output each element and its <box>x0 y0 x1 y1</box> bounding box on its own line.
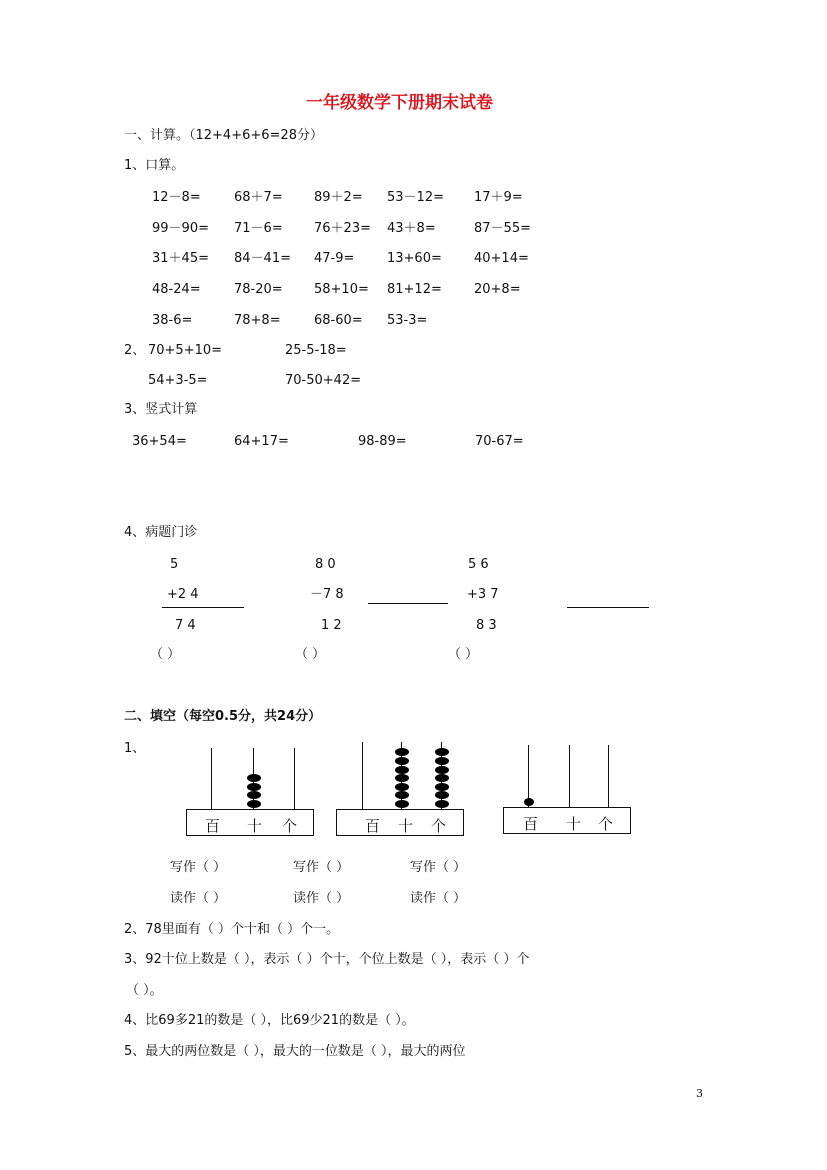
oral-problem: 68-60= <box>314 313 363 328</box>
oral-problem: 68＋7= <box>234 190 283 205</box>
wrong-problem-top: 8 0 <box>315 557 336 572</box>
oral-problem: 89＋2= <box>314 190 363 205</box>
abacus-1 <box>186 745 314 840</box>
section1-heading: 一、计算。（12+4+6+6=28分） <box>124 128 323 143</box>
wrong-problem-top: 5 6 <box>468 557 489 572</box>
answer-bracket[interactable]: （ ） <box>448 647 479 662</box>
oral-problem: 84－41= <box>234 251 291 266</box>
abacus-bead <box>524 798 534 806</box>
oral-problem: 58+10= <box>314 282 369 297</box>
page-title: 一年级数学下册期末试卷 <box>306 93 493 113</box>
q1-label: 1、口算。 <box>124 158 185 173</box>
abacus-rod-hundreds <box>362 742 363 809</box>
abacus-bead <box>435 748 449 756</box>
oral-problem: 53－12= <box>387 190 444 205</box>
abacus-bead <box>395 748 409 756</box>
abacus-3 <box>503 745 631 840</box>
s2-q4: 4、比69多21的数是（ ），比69少21的数是（ ）。 <box>124 1013 415 1028</box>
abacus-rod-hundreds <box>211 748 212 809</box>
place-label-ones: 个 <box>282 817 298 835</box>
work-line <box>567 607 649 608</box>
write-as-field[interactable]: 写作（ ） <box>293 860 350 875</box>
oral-problem: 99－90= <box>152 221 209 236</box>
s2-q3-continued: （ ）。 <box>126 983 163 998</box>
section2-heading: 二、填空（每空0.5分，共24分） <box>124 709 322 724</box>
q3-item: 36+54= <box>132 434 187 449</box>
abacus-bead <box>247 791 261 799</box>
place-label-hundreds: 百 <box>205 817 221 835</box>
abacus-frame <box>186 809 314 836</box>
abacus-bead <box>247 783 261 791</box>
oral-problem: 76＋23= <box>314 221 371 236</box>
place-label-hundreds: 百 <box>365 817 381 835</box>
oral-problem: 17＋9= <box>474 190 523 205</box>
abacus-bead <box>435 766 449 774</box>
oral-problem: 87－55= <box>474 221 531 236</box>
abacus-bead <box>435 791 449 799</box>
wrong-problem-op: +3 7 <box>467 587 499 602</box>
oral-problem: 31＋45= <box>152 251 209 266</box>
q2-item: 70+5+10= <box>148 343 223 358</box>
abacus-bead <box>247 774 261 782</box>
abacus-bead <box>435 783 449 791</box>
answer-bracket[interactable]: （ ） <box>295 647 326 662</box>
work-line <box>162 607 244 608</box>
q2-item: 54+3-5= <box>148 373 208 388</box>
abacus-rod-ones <box>294 748 295 809</box>
s2-q2: 2、78里面有（ ）个十和（ ）个一。 <box>124 922 340 937</box>
abacus-bead <box>395 800 409 808</box>
s2-q3: 3、92十位上数是（ ），表示（ ）个十，个位上数是（ ），表示（ ）个 <box>124 952 530 967</box>
place-label-ones: 个 <box>598 815 614 833</box>
write-as-field[interactable]: 写作（ ） <box>410 860 467 875</box>
abacus-bead <box>247 800 261 808</box>
abacus-bead <box>395 766 409 774</box>
s2-q5: 5、最大的两位数是（ ），最大的一位数是（ ），最大的两位 <box>124 1044 466 1059</box>
oral-problem: 38-6= <box>152 313 193 328</box>
oral-problem: 20+8= <box>474 282 521 297</box>
q3-item: 64+17= <box>234 434 289 449</box>
abacus-frame <box>503 807 631 834</box>
oral-problem: 12－8= <box>152 190 201 205</box>
abacus-bead <box>395 783 409 791</box>
q2-item: 25-5-18= <box>285 343 347 358</box>
read-as-field[interactable]: 读作（ ） <box>293 891 350 906</box>
oral-problem: 43＋8= <box>387 221 436 236</box>
oral-problem: 81+12= <box>387 282 442 297</box>
place-label-tens: 十 <box>398 817 414 835</box>
place-label-tens: 十 <box>566 815 582 833</box>
place-label-tens: 十 <box>247 817 263 835</box>
s2-q1-label: 1、 <box>124 741 146 756</box>
q3-item: 70-67= <box>475 434 524 449</box>
place-label-ones: 个 <box>431 817 447 835</box>
answer-bracket[interactable]: （ ） <box>150 647 181 662</box>
oral-problem: 71－6= <box>234 221 283 236</box>
abacus-bead <box>435 757 449 765</box>
wrong-problem-op: －7 8 <box>310 587 344 602</box>
oral-problem: 48-24= <box>152 282 201 297</box>
abacus-frame <box>336 809 464 836</box>
wrong-problem-result: 7 4 <box>175 618 196 633</box>
abacus-bead <box>395 757 409 765</box>
oral-problem: 53-3= <box>387 313 428 328</box>
wrong-problem-top: 5 <box>170 557 179 572</box>
place-label-hundreds: 百 <box>523 815 539 833</box>
abacus-2 <box>336 742 464 840</box>
q3-label: 3、竖式计算 <box>124 402 198 417</box>
oral-problem: 78-20= <box>234 282 283 297</box>
page-number: 3 <box>696 1087 703 1100</box>
q4-label: 4、病题门诊 <box>124 525 198 540</box>
wrong-problem-result: 8 3 <box>476 618 497 633</box>
read-as-field[interactable]: 读作（ ） <box>410 891 467 906</box>
work-line <box>368 603 448 604</box>
abacus-rod-tens <box>569 745 570 807</box>
q2-item: 70-50+42= <box>285 373 362 388</box>
wrong-problem-result: 1 2 <box>321 618 342 633</box>
q2-label: 2、 <box>124 343 146 358</box>
abacus-bead <box>395 774 409 782</box>
read-as-field[interactable]: 读作（ ） <box>170 891 227 906</box>
abacus-bead <box>395 791 409 799</box>
oral-problem: 40+14= <box>474 251 529 266</box>
q3-item: 98-89= <box>358 434 407 449</box>
abacus-bead <box>435 774 449 782</box>
oral-problem: 78+8= <box>234 313 281 328</box>
oral-problem: 47-9= <box>314 251 355 266</box>
abacus-rod-ones <box>608 745 609 807</box>
wrong-problem-op: +2 4 <box>167 587 199 602</box>
abacus-bead <box>435 800 449 808</box>
write-as-field[interactable]: 写作（ ） <box>170 860 227 875</box>
oral-problem: 13+60= <box>387 251 442 266</box>
